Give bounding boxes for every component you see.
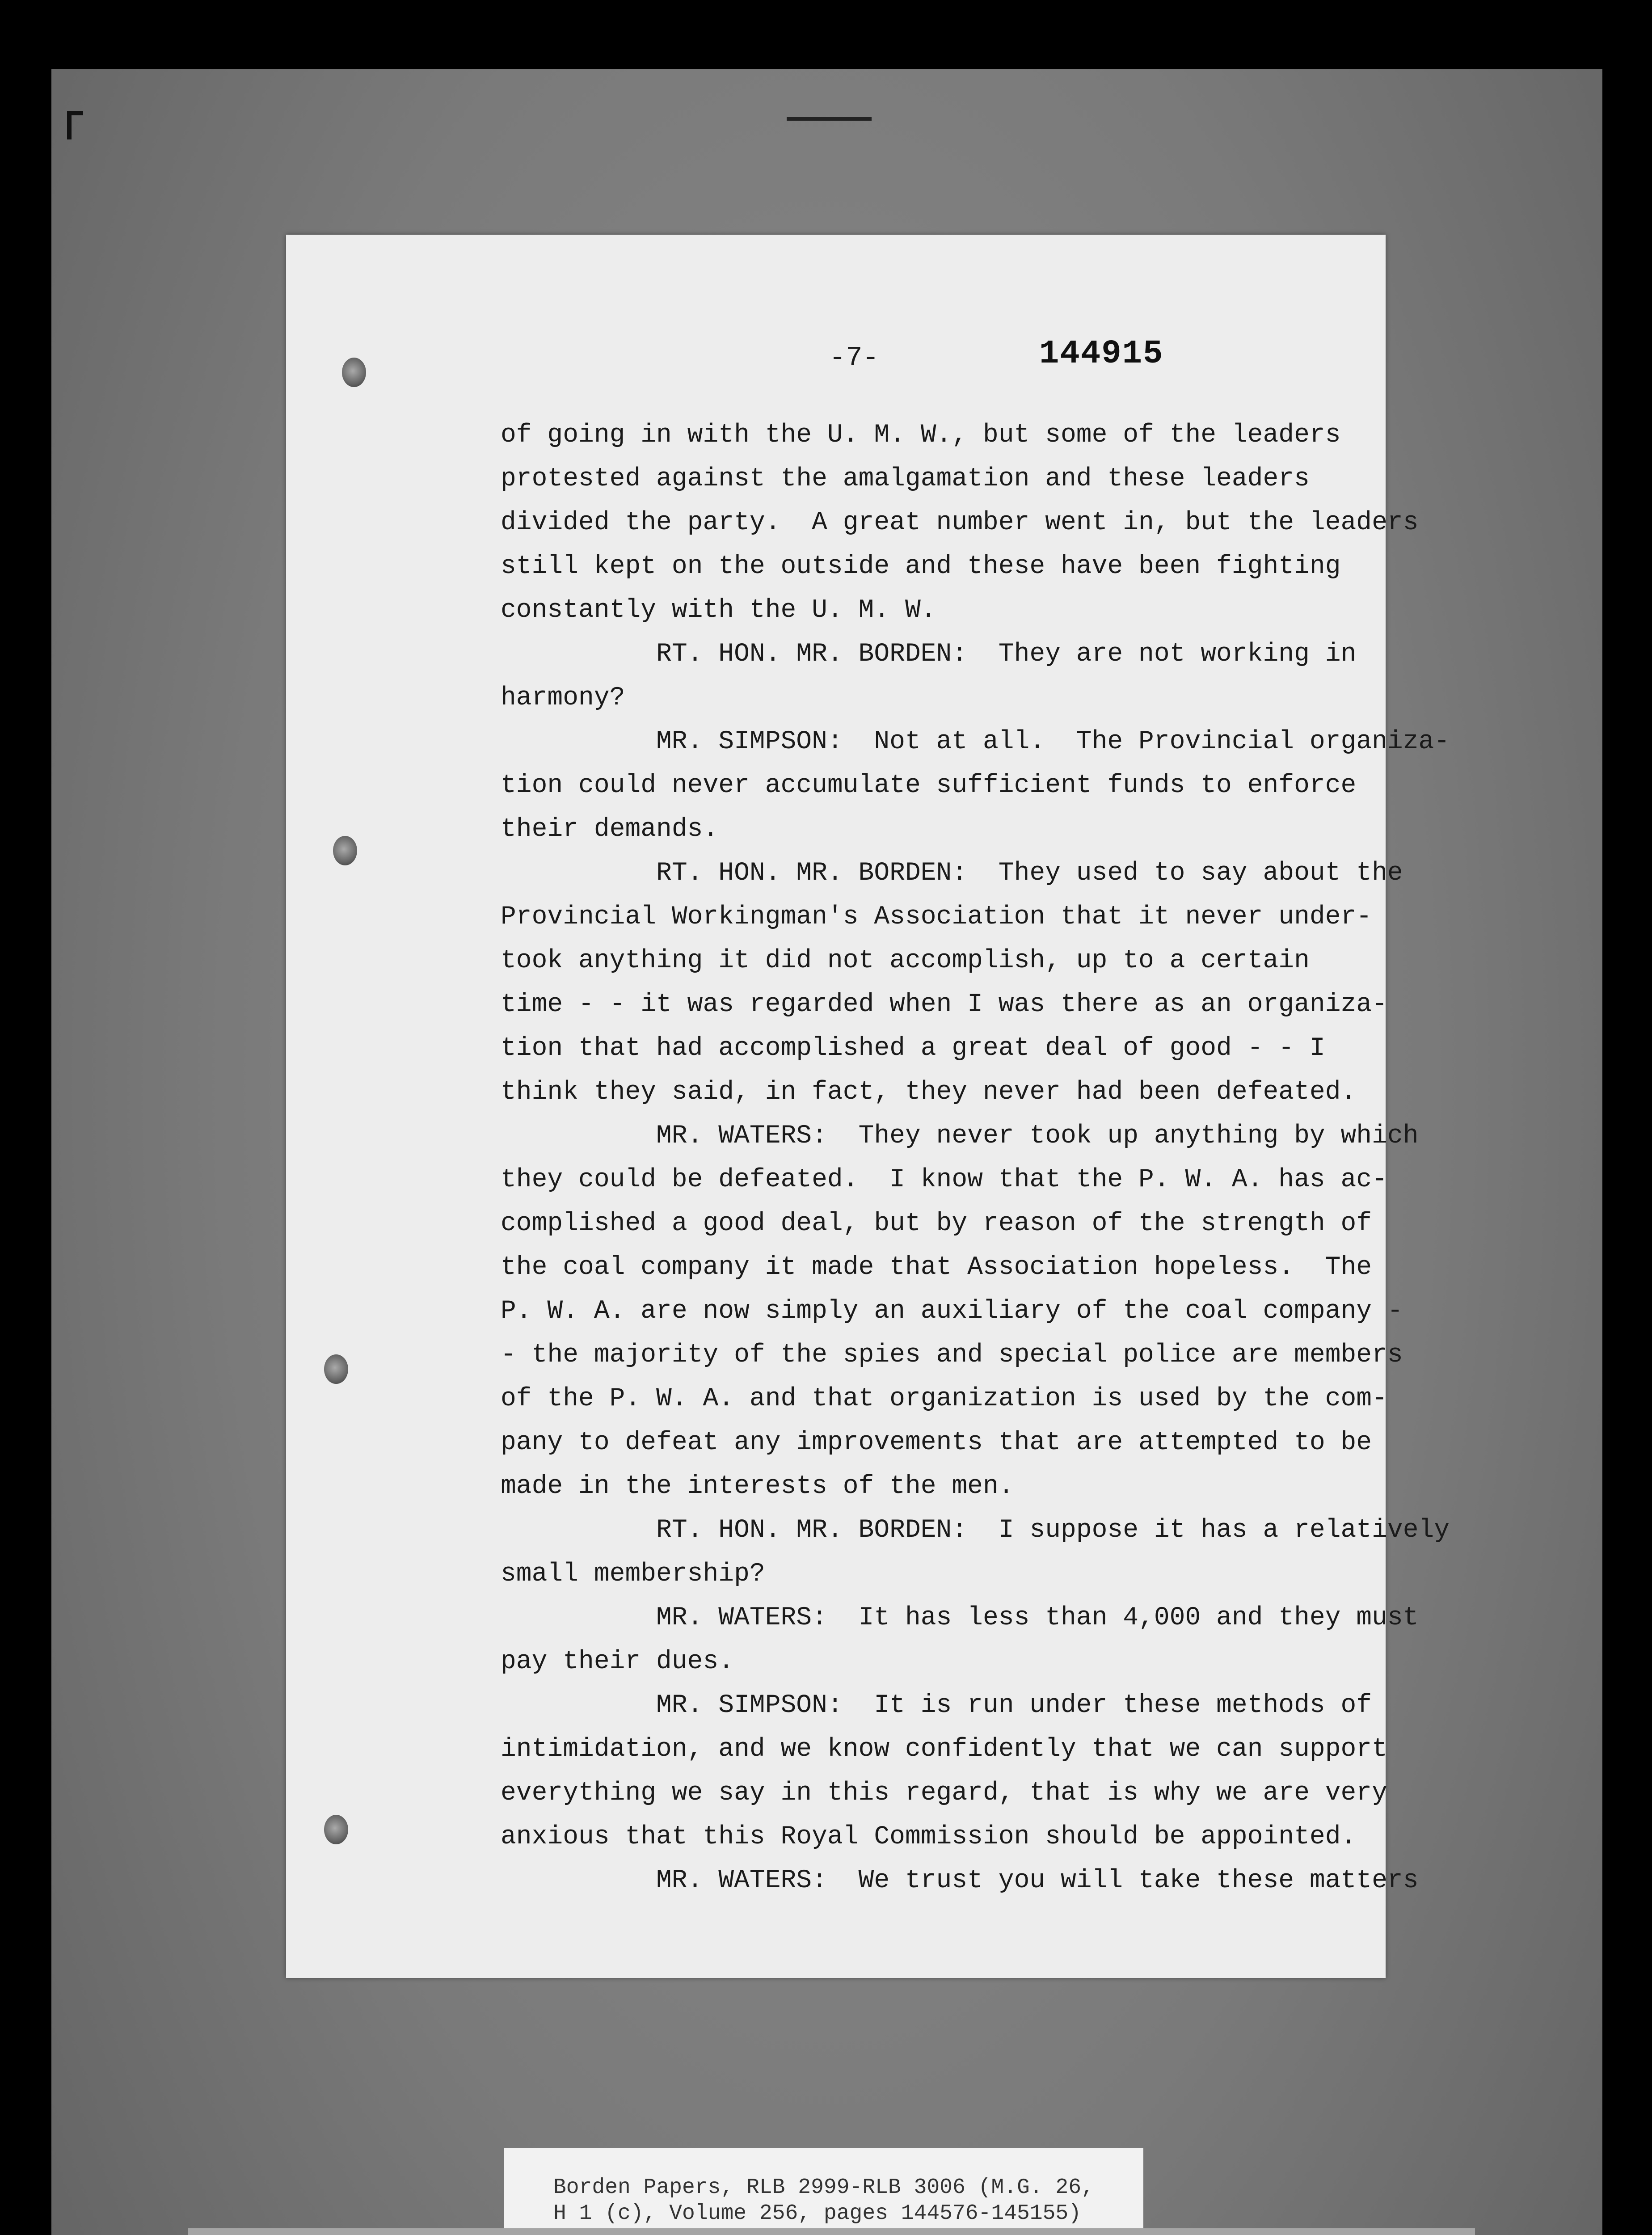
- document-body: [501, 413, 1450, 1903]
- text-line: pay their dues.: [501, 1647, 734, 1676]
- punch-hole-icon: [333, 836, 357, 865]
- tape-strip: [188, 2228, 1475, 2235]
- text-line: MR. SIMPSON: It is run under these methods of: [501, 1691, 1372, 1720]
- text-line: protested against the amalgamation and these leaders: [501, 464, 1310, 493]
- text-line: tion that had accomplished a great deal of good - - I: [501, 1034, 1325, 1063]
- text-line: they could be defeated. I know that the P. W. A. has ac-: [501, 1165, 1387, 1194]
- frame-corner-mark: [67, 111, 83, 139]
- text-line: think they said, in fact, they never had been defeated.: [501, 1078, 1357, 1107]
- text-line: intimidation, and we know confidently that we can support: [501, 1735, 1387, 1764]
- text-line: MR. SIMPSON: Not at all. The Provincial organiza-: [501, 727, 1450, 756]
- text-line: everything we say in this regard, that is why we are very: [501, 1779, 1387, 1808]
- punch-hole-icon: [324, 1354, 348, 1384]
- text-line: pany to defeat any improvements that are attempted to be: [501, 1428, 1372, 1457]
- text-line: made in the interests of the men.: [501, 1472, 1014, 1501]
- frame-top-dash: [787, 117, 872, 121]
- citation-line: Borden Papers, RLB 2999-RLB 3006 (M.G. 26,: [553, 2176, 1094, 2200]
- punch-hole-icon: [324, 1815, 348, 1844]
- text-line: RT. HON. MR. BORDEN: They used to say about the: [501, 859, 1403, 888]
- text-line: took anything it did not accomplish, up to a certain: [501, 946, 1310, 975]
- document-page: [286, 235, 1450, 1978]
- text-line: divided the party. A great number went in, but the leaders: [501, 508, 1419, 537]
- text-line: RT. HON. MR. BORDEN: They are not working in: [501, 640, 1357, 669]
- punch-hole-icon: [342, 358, 366, 387]
- citation-line: H 1 (c), Volume 256, pages 144576-145155): [553, 2201, 1081, 2226]
- text-line: of going in with the U. M. W., but some of the leaders: [501, 421, 1341, 450]
- text-line: tion could never accumulate sufficient funds to enforce: [501, 771, 1357, 800]
- citation-label: [504, 2148, 1143, 2235]
- text-line: harmony?: [501, 683, 625, 713]
- text-line: RT. HON. MR. BORDEN: I suppose it has a relatively: [501, 1516, 1450, 1545]
- text-line: time - - it was regarded when I was there as an organiza-: [501, 990, 1387, 1019]
- text-line: their demands.: [501, 815, 719, 844]
- text-line: constantly with the U. M. W.: [501, 596, 936, 625]
- text-line: complished a good deal, but by reason of the strength of: [501, 1209, 1372, 1238]
- text-line: Provincial Workingman's Association that it never under-: [501, 902, 1372, 932]
- text-line: of the P. W. A. and that organization is used by the com-: [501, 1384, 1387, 1413]
- text-line: MR. WATERS: They never took up anything by which: [501, 1122, 1419, 1151]
- document-number: 144915: [1039, 335, 1164, 373]
- text-line: P. W. A. are now simply an auxiliary of the coal company -: [501, 1297, 1403, 1326]
- text-line: anxious that this Royal Commission should be appointed.: [501, 1822, 1357, 1851]
- page-number: -7-: [829, 342, 879, 374]
- text-line: MR. WATERS: It has less than 4,000 and they must: [501, 1603, 1419, 1632]
- text-line: - the majority of the spies and special police are members: [501, 1341, 1403, 1370]
- text-line: still kept on the outside and these have been fighting: [501, 552, 1341, 581]
- text-line: small membership?: [501, 1560, 765, 1589]
- text-line: MR. WATERS: We trust you will take these matters: [501, 1866, 1419, 1895]
- text-line: the coal company it made that Association hopeless. The: [501, 1253, 1372, 1282]
